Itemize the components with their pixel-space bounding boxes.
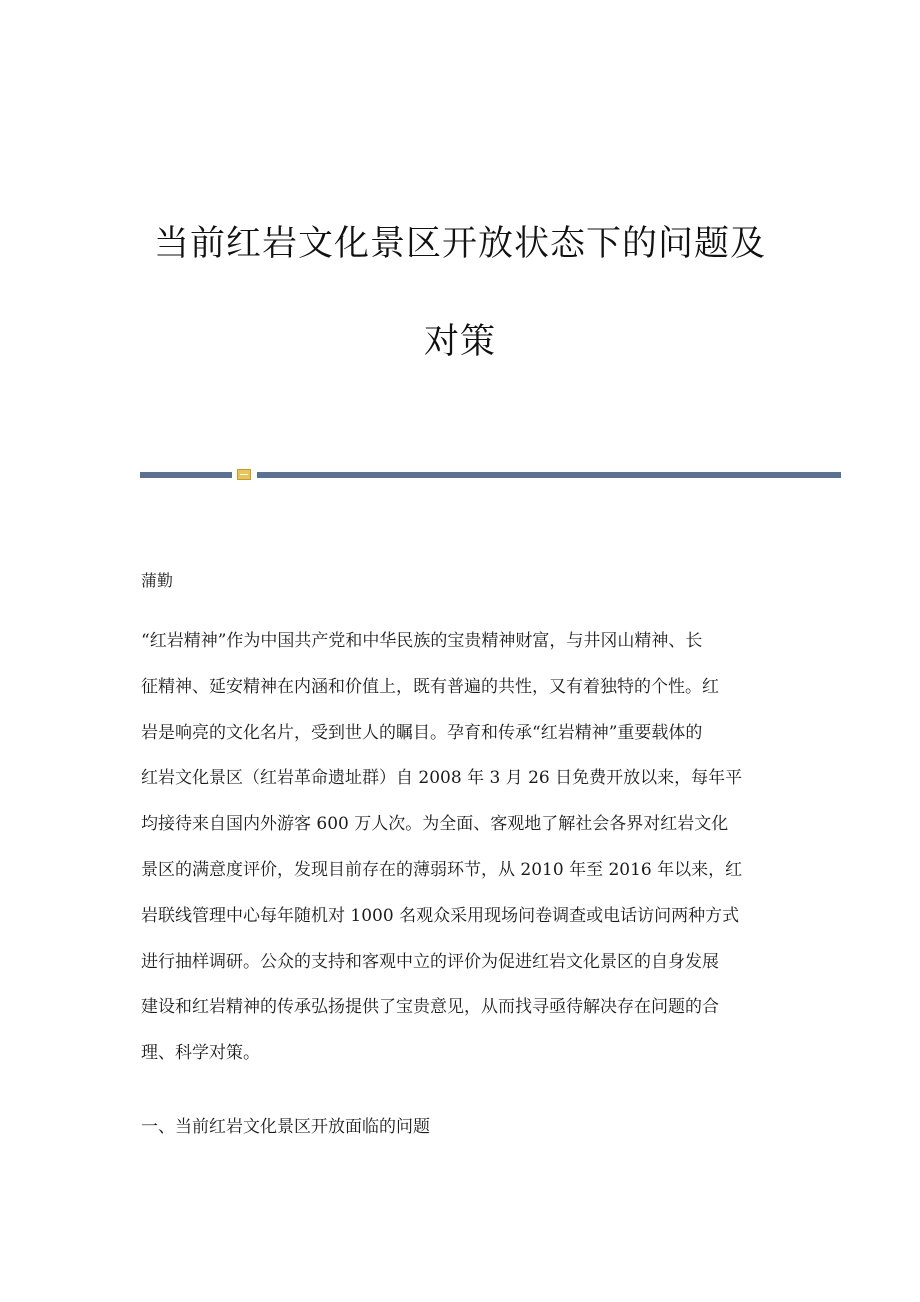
body-line: 进行抽样调研。公众的支持和客观中立的评价为促进红岩文化景区的自身发展 (141, 951, 719, 972)
body-line: 岩联线管理中心每年随机对 1000 名观众采用现场问卷调查或电话访问两种方式 (141, 905, 740, 926)
section-heading: 一、当前红岩文化景区开放面临的问题 (141, 1117, 430, 1137)
divider-bar-right (257, 472, 841, 478)
body-line: 景区的满意度评价，发现目前存在的薄弱环节，从 2010 年至 2016 年以来，红 (141, 859, 743, 880)
body-paragraph (141, 619, 781, 1077)
envelope-ornament-icon (237, 469, 251, 480)
body-line: 岩是响亮的文化名片，受到世人的瞩目。孕育和传承“红岩精神”重要载体的 (141, 722, 703, 743)
body-line: 理、科学对策。 (141, 1043, 260, 1064)
document-title-line-1: 当前红岩文化景区开放状态下的问题及 (153, 224, 766, 264)
body-line: 均接待来自国内外游客 600 万人次。为全面、客观地了解社会各界对红岩文化 (141, 814, 729, 835)
title-divider (140, 470, 841, 480)
body-line: 征精神、延安精神在内涵和价值上，既有普遍的共性，又有着独特的个性。红 (141, 676, 719, 697)
body-line: 红岩文化景区（红岩革命遗址群）自 2008 年 3 月 26 日免费开放以来，每年平 (141, 768, 743, 789)
body-line: “红岩精神”作为中国共产党和中华民族的宝贵精神财富，与井冈山精神、长 (141, 631, 703, 651)
divider-bar-left (140, 472, 232, 478)
body-line: 建设和红岩精神的传承弘扬提供了宝贵意见，从而找寻亟待解决存在问题的合 (141, 997, 719, 1018)
author-name: 蒲勤 (141, 571, 174, 590)
document-title-line-2: 对策 (423, 322, 496, 362)
